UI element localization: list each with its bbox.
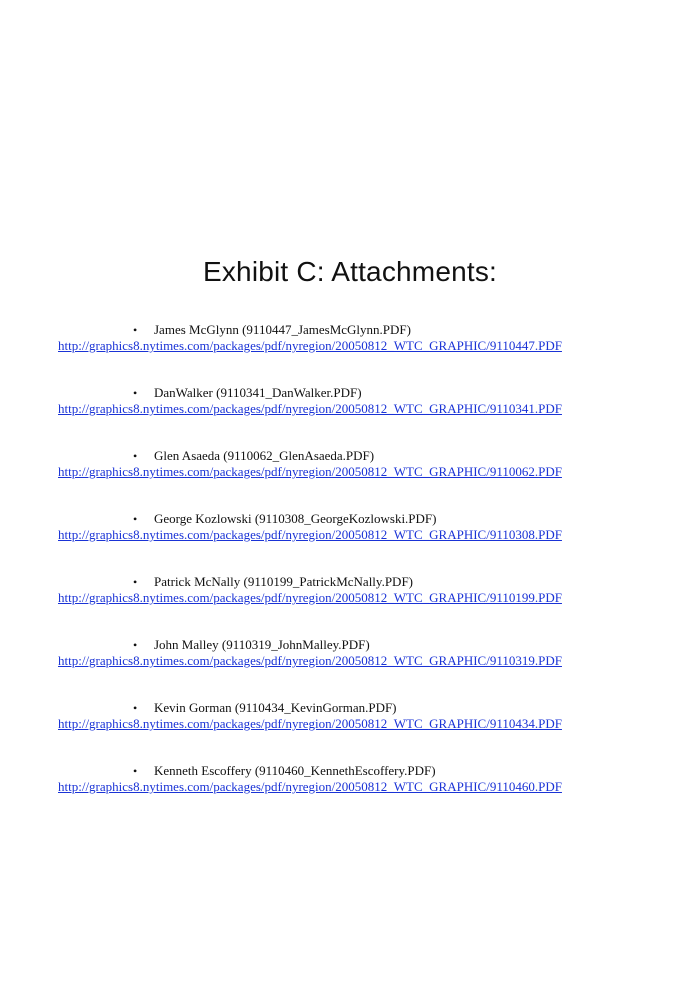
attachment-heading — [133, 322, 411, 338]
attachment-heading — [133, 700, 397, 716]
attachment-heading — [133, 385, 362, 401]
bullet-icon: • — [133, 638, 138, 652]
bullet-icon: • — [133, 449, 138, 463]
attachment-label: DanWalker (9110341_DanWalker.PDF) — [154, 385, 362, 400]
attachment-heading — [133, 574, 413, 590]
attachment-label: Kevin Gorman (9110434_KevinGorman.PDF) — [154, 700, 397, 715]
bullet-icon: • — [133, 575, 138, 589]
bullet-icon: • — [133, 764, 138, 778]
attachment-link[interactable]: http://graphics8.nytimes.com/packages/pdf/nyregion/20050812_WTC_GRAPHIC/9110199.PDF — [58, 590, 562, 605]
attachment-label: George Kozlowski (9110308_GeorgeKozlowski.PDF) — [154, 511, 437, 526]
attachment-link[interactable]: http://graphics8.nytimes.com/packages/pdf/nyregion/20050812_WTC_GRAPHIC/9110319.PDF — [58, 653, 562, 668]
attachment-heading — [133, 763, 436, 779]
attachment-label: Kenneth Escoffery (9110460_KennethEscoffery.PDF) — [154, 763, 436, 778]
attachment-heading — [133, 637, 370, 653]
attachment-link[interactable]: http://graphics8.nytimes.com/packages/pdf/nyregion/20050812_WTC_GRAPHIC/9110434.PDF — [58, 716, 562, 731]
attachment-label: Glen Asaeda (9110062_GlenAsaeda.PDF) — [154, 448, 375, 463]
attachment-link[interactable]: http://graphics8.nytimes.com/packages/pdf/nyregion/20050812_WTC_GRAPHIC/9110447.PDF — [58, 338, 562, 353]
attachment-label: Patrick McNally (9110199_PatrickMcNally.PDF) — [154, 574, 413, 589]
attachment-heading — [133, 448, 374, 464]
attachment-link[interactable]: http://graphics8.nytimes.com/packages/pdf/nyregion/20050812_WTC_GRAPHIC/9110062.PDF — [58, 464, 562, 479]
bullet-icon: • — [133, 701, 138, 715]
bullet-icon: • — [133, 512, 138, 526]
attachment-link[interactable]: http://graphics8.nytimes.com/packages/pdf/nyregion/20050812_WTC_GRAPHIC/9110341.PDF — [58, 401, 562, 416]
attachment-label: John Malley (9110319_JohnMalley.PDF) — [154, 637, 370, 652]
bullet-icon: • — [133, 386, 138, 400]
attachment-link[interactable]: http://graphics8.nytimes.com/packages/pdf/nyregion/20050812_WTC_GRAPHIC/9110308.PDF — [58, 527, 562, 542]
attachment-label: James McGlynn (9110447_JamesMcGlynn.PDF) — [154, 322, 411, 337]
attachment-link[interactable]: http://graphics8.nytimes.com/packages/pdf/nyregion/20050812_WTC_GRAPHIC/9110460.PDF — [58, 779, 562, 794]
attachment-heading — [133, 511, 436, 527]
bullet-icon: • — [133, 323, 138, 337]
page-title: Exhibit C: Attachments: — [202, 256, 498, 287]
